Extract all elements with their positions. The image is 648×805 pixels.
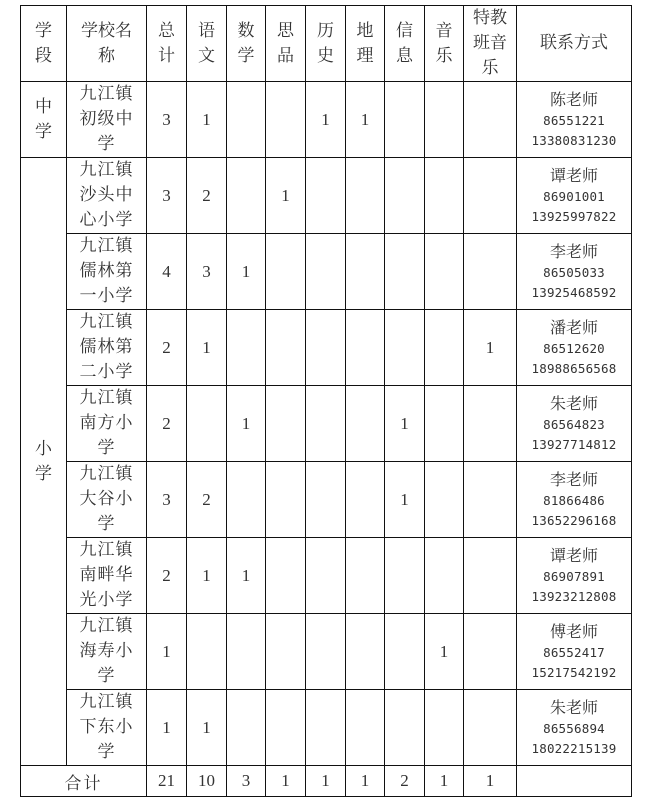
- history-sum: 1: [306, 766, 346, 797]
- math-cell: 1: [227, 234, 266, 310]
- politics-cell: [266, 310, 306, 386]
- mobile-number: 13652296168: [531, 512, 617, 528]
- politics-cell: [266, 690, 306, 766]
- school-name-cell: [67, 462, 147, 538]
- chinese-cell: [187, 386, 227, 462]
- school-name-line: 二小学: [79, 362, 134, 382]
- header-row: [21, 6, 632, 82]
- school-name-cell: [67, 538, 147, 614]
- header-text: 地: [356, 20, 374, 41]
- total-sum: 21: [147, 766, 187, 797]
- total-cell: 1: [147, 690, 187, 766]
- school-name-line: 学: [97, 134, 116, 154]
- stage-text: 中: [35, 96, 52, 117]
- music-cell: [425, 234, 464, 310]
- school-name-line: 下东小: [79, 717, 134, 737]
- header-text: 段: [35, 45, 52, 66]
- header-geography: [346, 6, 385, 82]
- special-music-cell: [464, 538, 517, 614]
- it-cell: [385, 614, 425, 690]
- table-row: [21, 82, 632, 158]
- header-text: 数: [237, 20, 255, 41]
- math-cell: 1: [227, 538, 266, 614]
- it-cell: [385, 82, 425, 158]
- school-name-cell: [67, 234, 147, 310]
- total-cell: 2: [147, 386, 187, 462]
- header-school-name: [67, 6, 147, 82]
- it-cell: 1: [385, 386, 425, 462]
- contact-sum-empty: [517, 766, 632, 797]
- header-text: 文: [198, 45, 215, 66]
- contact-cell: [517, 82, 632, 158]
- total-cell: 3: [147, 158, 187, 234]
- geography-cell: [346, 158, 385, 234]
- totals-row: [21, 766, 632, 797]
- history-cell: [306, 690, 346, 766]
- totals-label: 合计: [21, 766, 147, 797]
- header-text: 联系方式: [540, 33, 608, 53]
- school-name-line: 九江镇: [79, 388, 134, 408]
- total-cell: 4: [147, 234, 187, 310]
- it-cell: [385, 158, 425, 234]
- history-cell: [306, 462, 346, 538]
- special-music-cell: [464, 614, 517, 690]
- math-cell: [227, 462, 266, 538]
- header-text: 特教: [473, 8, 507, 28]
- contact-name: 傅老师: [549, 621, 598, 641]
- it-cell: [385, 538, 425, 614]
- music-cell: 1: [425, 614, 464, 690]
- chinese-cell: 1: [187, 690, 227, 766]
- school-name-line: 南方小: [79, 413, 134, 433]
- header-text: 史: [317, 45, 334, 66]
- landline-number: 86512620: [543, 340, 605, 356]
- header-text: 信: [396, 20, 413, 41]
- special-music-cell: [464, 690, 517, 766]
- total-cell: 2: [147, 310, 187, 386]
- school-name-line: 光小学: [79, 590, 134, 610]
- special-music-cell: [464, 158, 517, 234]
- header-text: 思: [277, 20, 294, 41]
- landline-number: 86556894: [543, 720, 605, 736]
- math-sum: 3: [227, 766, 266, 797]
- math-cell: [227, 82, 266, 158]
- table-row: [21, 614, 632, 690]
- contact-cell: [517, 462, 632, 538]
- school-name-line: 儒林第: [79, 337, 134, 357]
- chinese-cell: 1: [187, 538, 227, 614]
- school-name-line: 学: [97, 742, 116, 762]
- mobile-number: 18988656568: [531, 360, 617, 376]
- stage-text: 学: [35, 463, 52, 484]
- history-cell: [306, 158, 346, 234]
- header-text: 历: [317, 20, 334, 41]
- mobile-number: 13923212808: [531, 588, 617, 604]
- special-music-cell: [464, 462, 517, 538]
- school-name-line: 九江镇: [79, 160, 134, 180]
- geography-cell: [346, 538, 385, 614]
- school-name-line: 南畔华: [79, 565, 134, 585]
- header-text: 班音: [473, 33, 507, 53]
- table-row: [21, 310, 632, 386]
- it-cell: [385, 234, 425, 310]
- special-music-cell: [464, 386, 517, 462]
- mobile-number: 13925468592: [531, 284, 617, 300]
- history-cell: [306, 310, 346, 386]
- chinese-cell: 2: [187, 158, 227, 234]
- school-name-line: 九江镇: [79, 236, 134, 256]
- header-history: [306, 6, 346, 82]
- header-text: 息: [396, 45, 413, 66]
- history-cell: [306, 538, 346, 614]
- contact-name: 朱老师: [549, 697, 598, 717]
- politics-cell: [266, 234, 306, 310]
- school-name-line: 学: [97, 514, 116, 534]
- contact-cell: [517, 310, 632, 386]
- math-cell: [227, 614, 266, 690]
- header-music: [425, 6, 464, 82]
- school-name-cell: [67, 690, 147, 766]
- it-cell: [385, 310, 425, 386]
- politics-cell: [266, 614, 306, 690]
- table-row: [21, 690, 632, 766]
- table-row: [21, 538, 632, 614]
- history-cell: [306, 614, 346, 690]
- contact-name: 朱老师: [549, 393, 598, 413]
- geography-cell: [346, 310, 385, 386]
- teacher-demand-table: [20, 5, 632, 797]
- header-text: 音: [435, 20, 453, 41]
- contact-name: 陈老师: [549, 89, 598, 109]
- contact-cell: [517, 538, 632, 614]
- header-text: 称: [98, 45, 115, 66]
- landline-number: 86907891: [543, 568, 605, 584]
- header-text: 学: [35, 20, 52, 41]
- contact-name: 谭老师: [549, 545, 598, 565]
- history-cell: [306, 234, 346, 310]
- header-math: [227, 6, 266, 82]
- header-stage: [21, 6, 67, 82]
- special-music-cell: [464, 234, 517, 310]
- school-name-line: 九江镇: [79, 84, 134, 104]
- chinese-cell: 3: [187, 234, 227, 310]
- school-name-line: 学: [97, 438, 116, 458]
- it-cell: 1: [385, 462, 425, 538]
- special-music-cell: [464, 82, 517, 158]
- mobile-number: 13927714812: [531, 436, 617, 452]
- contact-name: 谭老师: [549, 165, 598, 185]
- music-cell: [425, 538, 464, 614]
- contact-name: 潘老师: [549, 317, 598, 337]
- school-name-line: 沙头中: [79, 185, 134, 205]
- politics-cell: [266, 462, 306, 538]
- stage-text: 学: [35, 121, 52, 142]
- landline-number: 86551221: [543, 112, 605, 128]
- table-row: [21, 158, 632, 234]
- school-name-line: 九江镇: [79, 692, 134, 712]
- stage-text: 小: [35, 438, 52, 459]
- contact-cell: [517, 690, 632, 766]
- landline-number: 86901001: [543, 188, 605, 204]
- geography-cell: [346, 234, 385, 310]
- total-cell: 3: [147, 82, 187, 158]
- chinese-cell: [187, 614, 227, 690]
- header-text: 学: [237, 45, 255, 66]
- music-cell: [425, 690, 464, 766]
- special-music-cell: 1: [464, 310, 517, 386]
- music-cell: [425, 386, 464, 462]
- header-text: 乐: [435, 45, 453, 66]
- it-sum: 2: [385, 766, 425, 797]
- school-name-line: 初级中: [79, 109, 134, 129]
- school-name-line: 大谷小: [79, 489, 134, 509]
- header-contact: [517, 6, 632, 82]
- school-name-line: 心小学: [79, 210, 134, 230]
- total-cell: 3: [147, 462, 187, 538]
- total-cell: 1: [147, 614, 187, 690]
- math-cell: 1: [227, 386, 266, 462]
- header-text: 学校名: [81, 20, 132, 41]
- it-cell: [385, 690, 425, 766]
- chinese-cell: 2: [187, 462, 227, 538]
- header-text: 乐: [481, 58, 499, 78]
- music-sum: 1: [425, 766, 464, 797]
- school-name-line: 儒林第: [79, 261, 134, 281]
- contact-cell: [517, 158, 632, 234]
- header-special-music: [464, 6, 517, 82]
- history-cell: 1: [306, 82, 346, 158]
- music-cell: [425, 158, 464, 234]
- header-text: 总: [158, 20, 175, 41]
- contact-cell: [517, 234, 632, 310]
- header-text: 语: [198, 20, 215, 41]
- geography-cell: [346, 690, 385, 766]
- stage-cell-middle: [21, 82, 67, 158]
- school-name-line: 九江镇: [79, 464, 134, 484]
- mobile-number: 13925997822: [531, 208, 617, 224]
- math-cell: [227, 158, 266, 234]
- school-name-line: 一小学: [79, 286, 134, 306]
- music-cell: [425, 310, 464, 386]
- special-music-sum: 1: [464, 766, 517, 797]
- landline-number: 86564823: [543, 416, 605, 432]
- politics-sum: 1: [266, 766, 306, 797]
- politics-cell: [266, 386, 306, 462]
- school-name-cell: [67, 310, 147, 386]
- history-cell: [306, 386, 346, 462]
- math-cell: [227, 310, 266, 386]
- contact-cell: [517, 386, 632, 462]
- school-name-line: 学: [97, 666, 116, 686]
- politics-cell: [266, 538, 306, 614]
- school-name-line: 海寿小: [79, 641, 134, 661]
- politics-cell: [266, 82, 306, 158]
- header-text: 计: [158, 45, 175, 66]
- math-cell: [227, 690, 266, 766]
- geography-cell: [346, 462, 385, 538]
- header-politics: [266, 6, 306, 82]
- landline-number: 86505033: [543, 264, 605, 280]
- header-total: [147, 6, 187, 82]
- mobile-number: 18022215139: [531, 740, 617, 756]
- table-row: [21, 462, 632, 538]
- table-row: [21, 234, 632, 310]
- school-name-cell: [67, 614, 147, 690]
- geography-cell: [346, 614, 385, 690]
- chinese-sum: 10: [187, 766, 227, 797]
- geography-cell: [346, 386, 385, 462]
- mobile-number: 13380831230: [531, 132, 617, 148]
- school-name-cell: [67, 82, 147, 158]
- landline-number: 81866486: [543, 492, 605, 508]
- header-text: 理: [356, 45, 374, 66]
- header-text: 品: [277, 45, 294, 66]
- header-chinese: [187, 6, 227, 82]
- school-name-line: 九江镇: [79, 616, 134, 636]
- music-cell: [425, 462, 464, 538]
- politics-cell: 1: [266, 158, 306, 234]
- stage-cell-primary: [21, 158, 67, 766]
- chinese-cell: 1: [187, 82, 227, 158]
- school-name-cell: [67, 386, 147, 462]
- school-name-cell: [67, 158, 147, 234]
- school-name-line: 九江镇: [79, 540, 134, 560]
- contact-name: 李老师: [549, 469, 598, 489]
- table-row: [21, 386, 632, 462]
- geography-cell: 1: [346, 82, 385, 158]
- landline-number: 86552417: [543, 644, 605, 660]
- mobile-number: 15217542192: [531, 664, 617, 680]
- school-name-line: 九江镇: [79, 312, 134, 332]
- chinese-cell: 1: [187, 310, 227, 386]
- contact-name: 李老师: [549, 241, 598, 261]
- total-cell: 2: [147, 538, 187, 614]
- music-cell: [425, 82, 464, 158]
- contact-cell: [517, 614, 632, 690]
- header-it: [385, 6, 425, 82]
- geography-sum: 1: [346, 766, 385, 797]
